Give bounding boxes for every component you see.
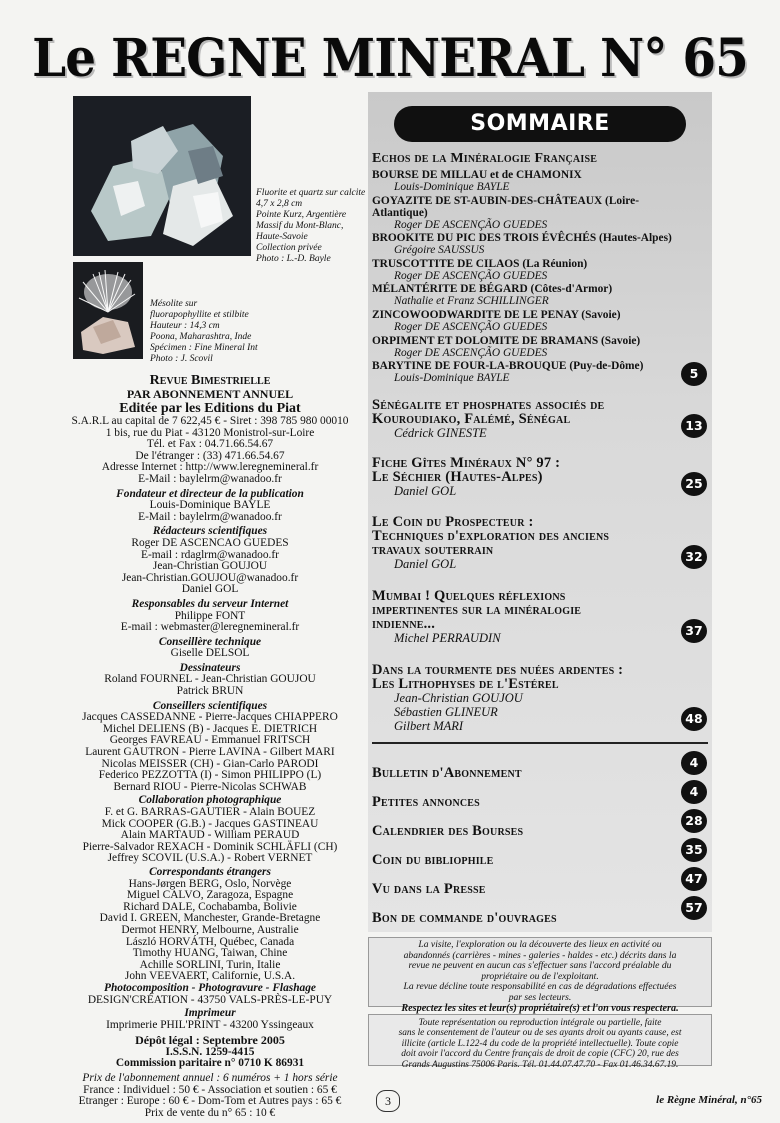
founder-0: Louis-Dominique BAYLE	[149, 499, 271, 512]
article-3[interactable]	[372, 515, 672, 571]
sci-2: Georges FAVREAU - Emmanuel FRITSCH	[109, 734, 311, 747]
article-1[interactable]	[372, 398, 672, 440]
rubrique-2-page-badge[interactable]: 28	[681, 809, 707, 833]
site-respect-notice	[368, 937, 712, 1014]
photo2-caption-2: Hauteur : 14,3 cm	[150, 321, 220, 331]
article-2-page-badge[interactable]: 25	[681, 472, 707, 496]
article-4-line-1: impertinentes sur la minéralogie	[372, 602, 582, 618]
editors-2: Jean-Christian GOUJOU	[152, 560, 268, 573]
address-0: S.A.R.L au capital de 7 622,45 € - Siret : 398 785 980 00010	[71, 415, 349, 427]
photo1-caption-5: Collection privée	[256, 243, 322, 253]
photo1-caption-4: Haute-Savoie	[256, 232, 308, 242]
legal-0: Dépôt légal : Septembre 2005	[135, 1033, 285, 1048]
legal-2: Commission paritaire n° 0710 K 86931	[115, 1057, 305, 1070]
article-5-page-badge[interactable]: 48	[681, 707, 707, 731]
article-5-line-0: Dans la tourmente des nuées ardentes :	[372, 662, 624, 678]
notice2-line-2: illicite (article L.122-4 du code de la propriété intellectuelle). Toute copie	[401, 1038, 679, 1049]
draw-role: Dessinateurs	[179, 661, 241, 674]
echos-section	[372, 152, 672, 385]
notice1-line-0: La visite, l'exploration ou la découverte des lieux en activité ou	[418, 939, 662, 950]
prices-3: Prix de vente du n° 65 : 10 €	[144, 1106, 276, 1119]
article-1-page-badge[interactable]: 13	[681, 414, 707, 438]
photo-3: Pierre-Salvador REXACH - Dominik SCHLÄFLI (CH)	[82, 840, 338, 853]
article-2-author: Daniel GOL	[394, 484, 457, 498]
corr-4: Dermot HENRY, Melbourne, Australie	[121, 923, 299, 936]
article-1-line-0: Sénégalite et phosphates associés de	[372, 397, 605, 413]
notice2-line-4: Grands Augustins 75006 Paris. Tél. 01.44.07.47.70 - Fax 01.46.34.67.19.	[401, 1059, 679, 1070]
notice1-line-5: par ses lecteurs.	[508, 991, 572, 1003]
corr-1: Miguel CALVO, Zaragoza, Espagne	[126, 889, 294, 902]
sci-0: Jacques CASSEDANNE - Pierre-Jacques CHIAPPERO	[82, 711, 338, 724]
article-5-author-2: Gilbert MARI	[394, 719, 464, 733]
corr-0: Hans-Jørgen BERG, Oslo, Norvège	[128, 877, 292, 890]
notice1-line-1: abandonnés (carrières - mines - galeries - haldes - etc.) décrits dans la	[403, 949, 677, 961]
photo-role: Collaboration photographique	[138, 794, 282, 807]
echos-item-7-author: Louis-Dominique BAYLE	[394, 372, 510, 385]
info-line3: Editée par les Editions du Piat	[119, 401, 301, 416]
photo1-caption-6: Photo : L.-D. Bayle	[256, 254, 331, 264]
founder-role: Fondateur et directeur de la publication	[116, 487, 304, 500]
prices-2: Etranger : Europe : 60 € - Dom-Tom et Autres pays : 65 €	[78, 1095, 342, 1108]
page-number: 3	[376, 1090, 400, 1112]
editors-0: Roger DE ASCENCAO GUEDES	[131, 536, 289, 549]
corr-8: John VEEVAERT, Californie, U.S.A.	[124, 970, 296, 983]
rubrique-0-label[interactable]: Bulletin d'Abonnement	[372, 765, 522, 781]
echos-item-0-title: BOURSE DE MILLAU et de CHAMONIX	[372, 169, 582, 181]
rubrique-3-page-badge[interactable]: 35	[681, 838, 707, 862]
tech-role: Conseillère technique	[158, 635, 262, 648]
notice2-line-1: sans le consentement de l'auteur ou de ses ayants droit ou ayants cause, est	[398, 1028, 682, 1039]
address-2: Tél. et Fax : 04.71.66.54.67	[146, 438, 274, 451]
article-5-author-1: Sébastien GLINEUR	[394, 705, 498, 719]
server-0: Philippe FONT	[174, 609, 246, 622]
address-5: E-Mail : baylelrm@wanadoo.fr	[138, 472, 282, 485]
photo-4: Jeffrey SCOVIL (U.S.A.) - Robert VERNET	[107, 852, 313, 865]
sommaire-divider	[372, 742, 708, 744]
rubrique-3-label[interactable]: Coin du bibliophile	[372, 852, 494, 868]
legal-1: I.S.S.N. 1259-4415	[165, 1045, 255, 1058]
article-1-line-1: Kouroudiako, Falémé, Sénégal	[372, 411, 571, 427]
echos-head: Echos de la Minéralogie Française	[372, 151, 598, 166]
article-5-line-1: Les Lithophyses de l'Estérel	[372, 676, 559, 692]
mesolite-photo	[73, 262, 143, 359]
echos-item-0-author: Louis-Dominique BAYLE	[394, 181, 510, 193]
founder-1: E-Mail : baylelrm@wanadoo.fr	[138, 510, 282, 523]
publication-info	[40, 373, 380, 1119]
corr-2: Richard DALE, Cochabamba, Bolivie	[123, 900, 297, 913]
article-3-line-0: Le Coin du Prospecteur :	[372, 514, 534, 530]
photo1-caption-0: Fluorite et quartz sur calcite	[256, 188, 366, 198]
photo2-caption-1: fluorapophyllite et stilbite	[150, 310, 249, 320]
notice2-line-3: doit avoir l'accord du Centre français de droit de copie (CFC) 20, rue des	[401, 1049, 679, 1060]
rubrique-1-page-badge[interactable]: 4	[681, 780, 707, 804]
echos-item-5-author: Roger DE ASCENÇÃO GUEDES	[394, 320, 548, 333]
rubrique-1-label[interactable]: Petites annonces	[372, 794, 480, 810]
photo2-caption-4: Spécimen : Fine Mineral Int	[150, 343, 258, 353]
notice1-line-3: propriétaire ou de l'exploitant.	[481, 970, 599, 982]
article-4-author: Michel PERRAUDIN	[394, 631, 501, 645]
photo-0: F. et G. BARRAS-GAUTIER - Alain BOUEZ	[104, 806, 316, 818]
article-2[interactable]	[372, 456, 672, 498]
print-0: Imprimerie PHIL'PRINT - 43200 Yssingeaux	[106, 1018, 314, 1031]
article-3-author: Daniel GOL	[394, 557, 457, 571]
corr-7: Achille SORLINI, Turin, Italie	[139, 958, 281, 971]
photo-2: Alain MARTAUD - William PERAUD	[120, 829, 300, 842]
copyright-notice	[368, 1014, 712, 1070]
masthead-title: Le REGNE MINERAL N° 65	[32, 28, 748, 89]
info-line2: PAR ABONNEMENT ANNUEL	[126, 387, 294, 401]
address-3: De l'étranger : (33) 471.66.54.67	[135, 449, 285, 462]
prices-0: Prix de l'abonnement annuel : 6 numéros + 1 hors série	[82, 1072, 338, 1085]
notice2-line-0: Toute représentation ou reproduction intégrale ou partielle, faite	[418, 1018, 662, 1028]
article-3-line-2: travaux souterrain	[372, 542, 494, 558]
photo2-caption-3: Poona, Maharashtra, Inde	[150, 332, 252, 342]
address-4: Adresse Internet : http://www.leregnemineral.fr	[101, 461, 319, 474]
sommaire-title: SOMMAIRE	[470, 111, 610, 136]
photo1-caption-3: Massif du Mont-Blanc,	[256, 221, 344, 231]
corr-3: David I. GREEN, Manchester, Grande-Bretagne	[99, 912, 321, 925]
corr-5: László HORVÁTH, Québec, Canada	[125, 935, 295, 948]
sci-1: Michel DELIENS (B) - Jacques E. DIETRICH	[102, 722, 318, 735]
article-4[interactable]	[372, 589, 672, 645]
sci-4: Nicolas MEISSER (CH) - Gian-Carlo PARODI	[101, 757, 319, 770]
echos-item-4-title: MÉLANTÉRITE DE BÉGARD (Côtes-d'Armor)	[372, 283, 613, 296]
print-role: Imprimeur	[184, 1007, 236, 1020]
article-4-line-2: indienne...	[372, 616, 436, 632]
corr-role: Correspondants étrangers	[149, 865, 271, 878]
article-5[interactable]	[372, 663, 672, 733]
photo2-caption-5: Photo : J. Scovil	[150, 354, 213, 364]
rubrique-5-label[interactable]: Bon de commande d'ouvrages	[372, 910, 557, 926]
sci-6: Bernard RIOU - Pierre-Nicolas SCHWAB	[113, 780, 307, 793]
server-1: E-mail : webmaster@leregnemineral.fr	[120, 621, 300, 634]
echos-page-badge[interactable]: 5	[681, 362, 707, 386]
photo1-caption-2: Pointe Kurz, Argentière	[256, 210, 347, 220]
draw-0: Roland FOURNEL - Jean-Christian GOUJOU	[104, 673, 316, 686]
echos-item-1-title: GOYAZITE DE ST-AUBIN-DES-CHÂTEAUX (Loire-Atlantique)	[372, 194, 639, 219]
address-1: 1 bis, rue du Piat - 43120 Monistrol-sur-Loire	[105, 426, 315, 439]
article-5-author-0: Jean-Christian GOUJOU	[394, 691, 523, 705]
rubrique-2-label[interactable]: Calendrier des Bourses	[372, 823, 524, 839]
echos-item-4-author: Nathalie et Franz SCHILLINGER	[394, 295, 549, 308]
article-2-line-1: Le Séchier (Hautes-Alpes)	[372, 469, 543, 485]
article-3-page-badge[interactable]: 32	[681, 545, 707, 569]
prices-1: France : Individuel : 50 € - Association et soutien : 65 €	[83, 1083, 337, 1096]
notice1-line-4: La revue décline toute responsabilité en cas de dégradations effectuées	[403, 981, 677, 993]
sci-5: Federico PEZZOTTA (I) - Simon PHILIPPO (L)	[98, 769, 322, 782]
echos-item-3-title: TRUSCOTTITE DE CILAOS (La Réunion)	[372, 257, 588, 270]
echos-item-3-author: Roger DE ASCENÇÃO GUEDES	[394, 269, 548, 282]
sci-role: Conseillers scientifiques	[152, 699, 268, 712]
echos-item-2-title: BROOKITE DU PIC DES TROIS ÉVÊCHÉS (Hautes-Alpes)	[372, 232, 672, 245]
editors-role: Rédacteurs scientifiques	[152, 525, 268, 538]
photo1-caption-1: 4,7 x 2,8 cm	[256, 199, 303, 209]
editors-4: Daniel GOL	[181, 583, 239, 596]
photo2-caption-0: Mésolite sur	[150, 299, 198, 309]
echos-item-5-title: ZINCOWOODWARDITE DE LE PENAY (Savoie)	[372, 308, 621, 321]
server-role: Responsables du serveur Internet	[131, 597, 289, 610]
rubrique-5-page-badge[interactable]: 57	[681, 896, 707, 920]
photocomp-0: DESIGN'CRÉATION - 43750 VALS-PRÈS-LE-PUY	[87, 993, 333, 1006]
echos-item-6-author: Roger DE ASCENÇÃO GUEDES	[394, 346, 548, 359]
rubrique-4-label[interactable]: Vu dans la Presse	[372, 881, 486, 897]
sci-3: Laurent GAUTRON - Pierre LAVINA - Gilbert MARI	[85, 746, 335, 759]
rubrique-4-page-badge[interactable]: 47	[681, 867, 707, 891]
echos-item-2-author: Grégoire SAUSSUS	[394, 244, 485, 257]
echos-item-7-title: BARYTINE DE FOUR-LA-BROUQUE (Puy-de-Dôme)	[372, 360, 644, 373]
running-footer: le Règne Minéral, n°65	[656, 1094, 762, 1106]
info-line1: Revue Bimestrielle	[149, 373, 271, 388]
notice1-line-2: revue ne peuvent en aucun cas s'effectuer sans l'accord préalable du	[408, 960, 672, 972]
rubrique-0-page-badge[interactable]: 4	[681, 751, 707, 775]
corr-6: Timothy HUANG, Taiwan, Chine	[132, 947, 288, 960]
echos-item-1-author: Roger DE ASCENÇÃO GUEDES	[394, 218, 548, 231]
photocomp-role: Photocomposition - Photogravure - Flashage	[103, 981, 316, 994]
article-4-line-0: Mumbai ! Quelques réflexions	[372, 588, 566, 604]
editors-3: Jean-Christian.GOUJOU@wanadoo.fr	[121, 571, 299, 584]
editors-1: E-mail : rdaglrm@wanadoo.fr	[141, 548, 279, 561]
article-1-author: Cédrick GINESTE	[394, 426, 487, 440]
photo-1: Mick COOPER (G.B.) - Jacques GASTINEAU	[101, 817, 319, 830]
notice1-bold: Respectez les sites et leur(s) propriétaire(s) et l'on vous respectera.	[401, 1002, 679, 1014]
article-4-page-badge[interactable]: 37	[681, 619, 707, 643]
tech-0: Giselle DELSOL	[170, 647, 250, 660]
draw-1: Patrick BRUN	[176, 685, 244, 698]
article-2-line-0: Fiche Gîtes Minéraux N° 97 :	[372, 455, 561, 471]
fluorite-photo	[73, 96, 251, 256]
article-3-line-1: Techniques d'exploration des anciens	[372, 528, 610, 544]
echos-item-6-title: ORPIMENT ET DOLOMITE DE BRAMANS (Savoie)	[372, 334, 641, 347]
